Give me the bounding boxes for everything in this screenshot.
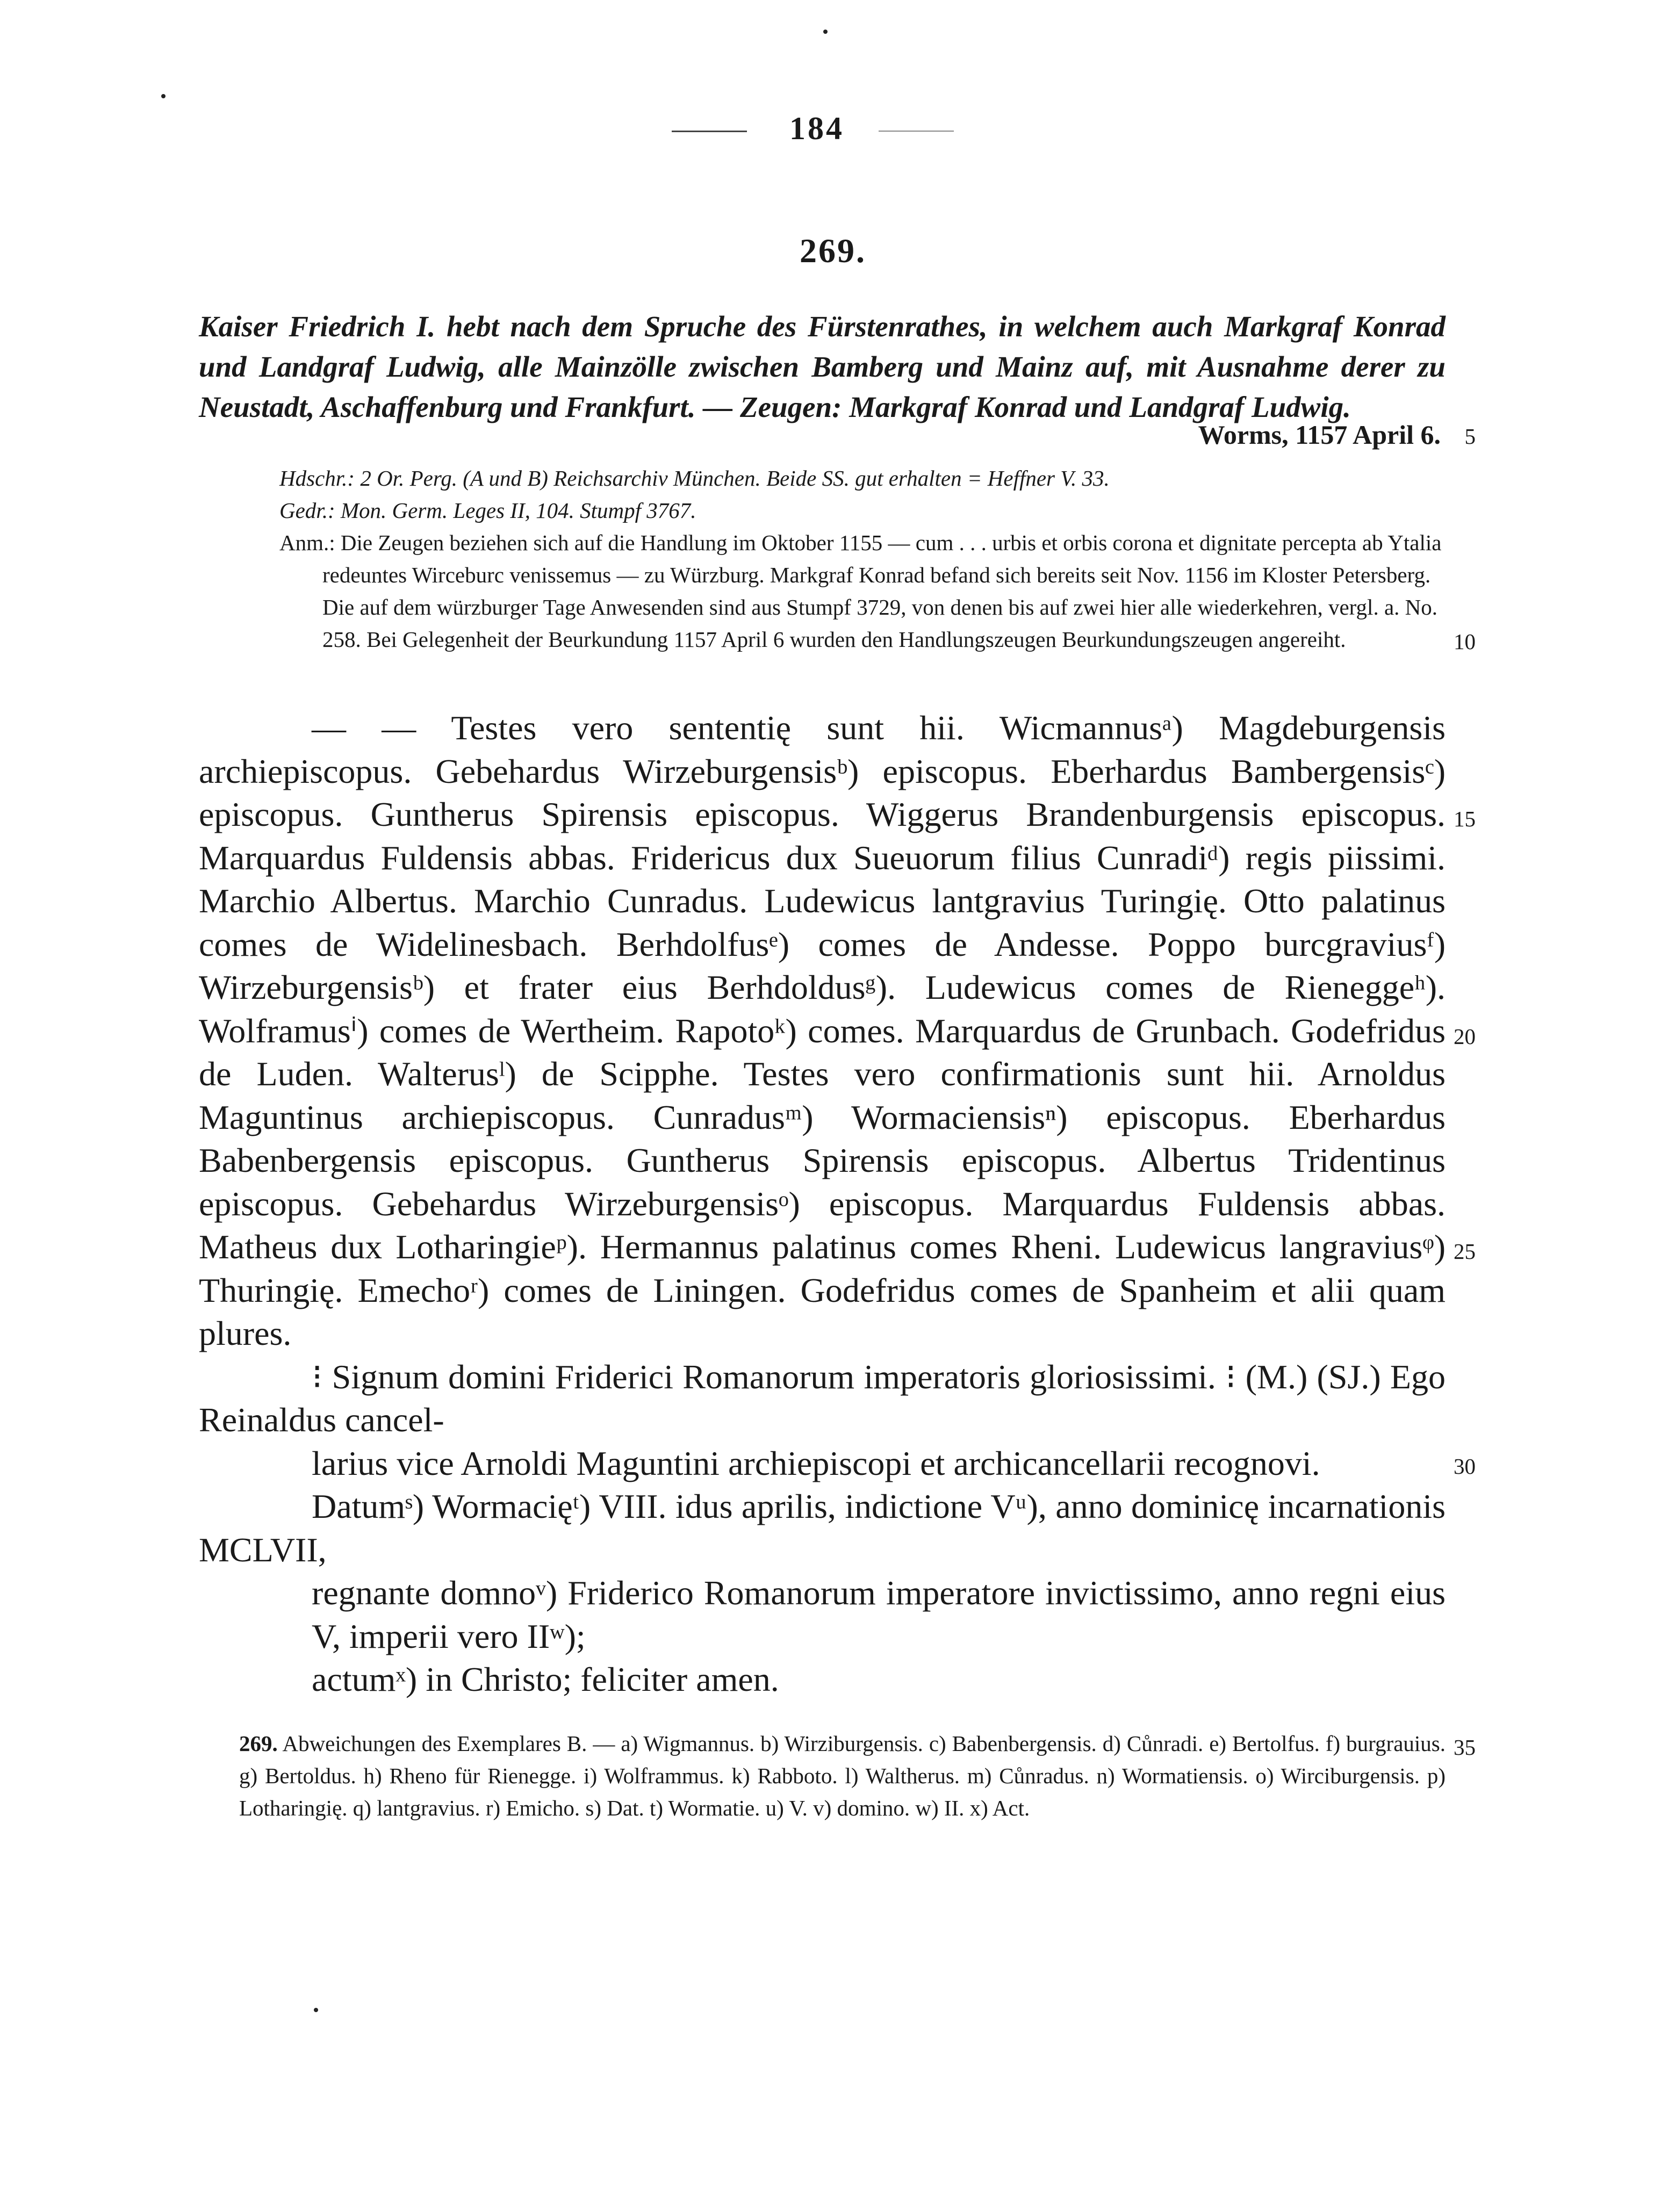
signum-line: ⁝ Signum domini Friderici Romanorum imperatoris gloriosissimi. ⁝ (M.) (SJ.) Ego Reinaldus cancel- <box>199 1357 1446 1439</box>
actum-line: actumˣ) in Christo; feliciter amen. <box>312 1660 779 1698</box>
line-number: 30 <box>1454 1454 1476 1479</box>
line-number: 35 <box>1454 1735 1476 1760</box>
header-rule-left <box>672 131 747 132</box>
regnante-line: regnante domnoᵛ) Friderico Romanorum imperatore invictissimo, anno regni eius V, imperii vero IIʷ); <box>312 1574 1446 1655</box>
page-number: 184 <box>789 111 844 146</box>
apparatus-number: 269. <box>239 1731 278 1756</box>
apparatus-text: Abweichungen des Exemplares B. — a) Wigmannus. b) Wirziburgensis. c) Babenbergensis. d) Cůnradi. e) Bertolfus. f) burgrauius. g) Bertoldus. h) Rheno für Rienegge. i) Wolframmus. k) Rabboto. l) Waltherus. m) Cůnradus. n) Wormatiensis. o) Wirciburgensis. p) Lotharingię. q) lantgravius. r) Emicho. s) Dat. t) Wormatie. u) V. v) domino. w) II. x) Act. <box>239 1731 1446 1820</box>
line-number: 5 <box>1464 424 1476 449</box>
dateline: Worms, 1157 April 6. <box>1198 420 1441 450</box>
document-number: 269. <box>800 232 866 270</box>
witness-list: — — Testes vero sententię sunt hii. Wicmannusᵃ) Magdeburgensis archiepiscopus. Gebehardus Wirzeburgensisᵇ) episcopus. Eberhardus Bambergensisᶜ) episcopus. Guntherus Spirensis episcopus. Wiggerus Brandenburgensis episcopus. Marquardus Fuldensis abbas. Fridericus dux Sueuorum filius Cunradiᵈ) regis piissimi. Marchio Albertus. Marchio Cunradus. Ludewicus lantgravius Turingię. Otto palatinus comes de Widelinesbach. Berhdolfusᵉ) comes de Andesse. Poppo burcgraviusᶠ) Wirzeburgensisᵇ) et frater eius Berhdoldusᵍ). Ludewicus comes de Rieneggeʰ). Wolframusⁱ) comes de Wertheim. Rapotoᵏ) comes. Marquardus de Grunbach. Godefridus de Luden. Walterusˡ) de Scipphe. Testes vero confirmationis sunt hii. Arnoldus Maguntinus archiepiscopus. Cunradusᵐ) Wormaciensisⁿ) episcopus. Eberhardus Babenbergensis episcopus. Guntherus Spirensis episcopus. Albertus Tridentinus episcopus. Gebehardus Wirzeburgensisᵒ) episcopus. Marquardus Fuldensis abbas. Matheus dux Lotharingieᵖ). Hermannus palatinus comes Rheni. Ludewicus langraviusᵠ) Thuringię. Emechoʳ) comes de Liningen. Godefridus comes de Spanheim et alii quam plures. <box>199 709 1446 1352</box>
line-number: 20 <box>1454 1024 1476 1049</box>
datum-line: Datumˢ) Wormacięᵗ) VIII. idus aprilis, indictione Vᵘ), anno dominicę incarnationis MCLVII, <box>199 1487 1446 1569</box>
note-manuscript: Hdschr.: 2 Or. Perg. (A und B) Reichsarchiv München. Beide SS. gut erhalten = Heffner V. 33. <box>279 466 1110 491</box>
charter-text <box>199 707 1446 1702</box>
note-printed: Gedr.: Mon. Germ. Leges II, 104. Stumpf 3767. <box>279 498 696 523</box>
regest-summary: Kaiser Friedrich I. hebt nach dem Spruche des Fürstenrathes, in welchem auch Markgraf Konrad und Landgraf Ludwig, alle Mainzölle zwischen Bamberg und Mainz auf, mit Ausnahme derer zu Neustadt, Aschaffenburg und Frankfurt. — Zeugen: Markgraf Konrad und Landgraf Ludwig. <box>199 310 1446 423</box>
line-number: 15 <box>1454 806 1476 831</box>
critical-apparatus <box>239 1727 1446 1824</box>
line-number: 10 <box>1454 629 1476 654</box>
recognition-line: larius vice Arnoldi Maguntini archiepiscopi et archicancellarii recognovi. <box>312 1444 1320 1482</box>
source-notes <box>279 462 1446 655</box>
speck-mark <box>823 30 828 34</box>
note-remark: Anm.: Die Zeugen beziehen sich auf die Handlung im Oktober 1155 — cum . . . urbis et orbis corona et dignitate percepta ab Ytalia redeuntes Wirceburc venissemus — zu Würzburg. Markgraf Konrad befand sich bereits seit Nov. 1156 im Kloster Petersberg. Die auf dem würzburger Tage Anwesenden sind aus Stumpf 3729, von denen bis auf zwei hier alle wiederkehren, vergl. a. No. 258. Bei Gelegenheit der Beurkundung 1157 April 6 wurden den Handlungszeugen Beurkundungszeugen angereiht. <box>279 530 1442 652</box>
speck-mark <box>314 2008 318 2012</box>
speck-mark <box>161 94 166 98</box>
line-number: 25 <box>1454 1239 1476 1264</box>
header-rule-right <box>879 131 954 132</box>
